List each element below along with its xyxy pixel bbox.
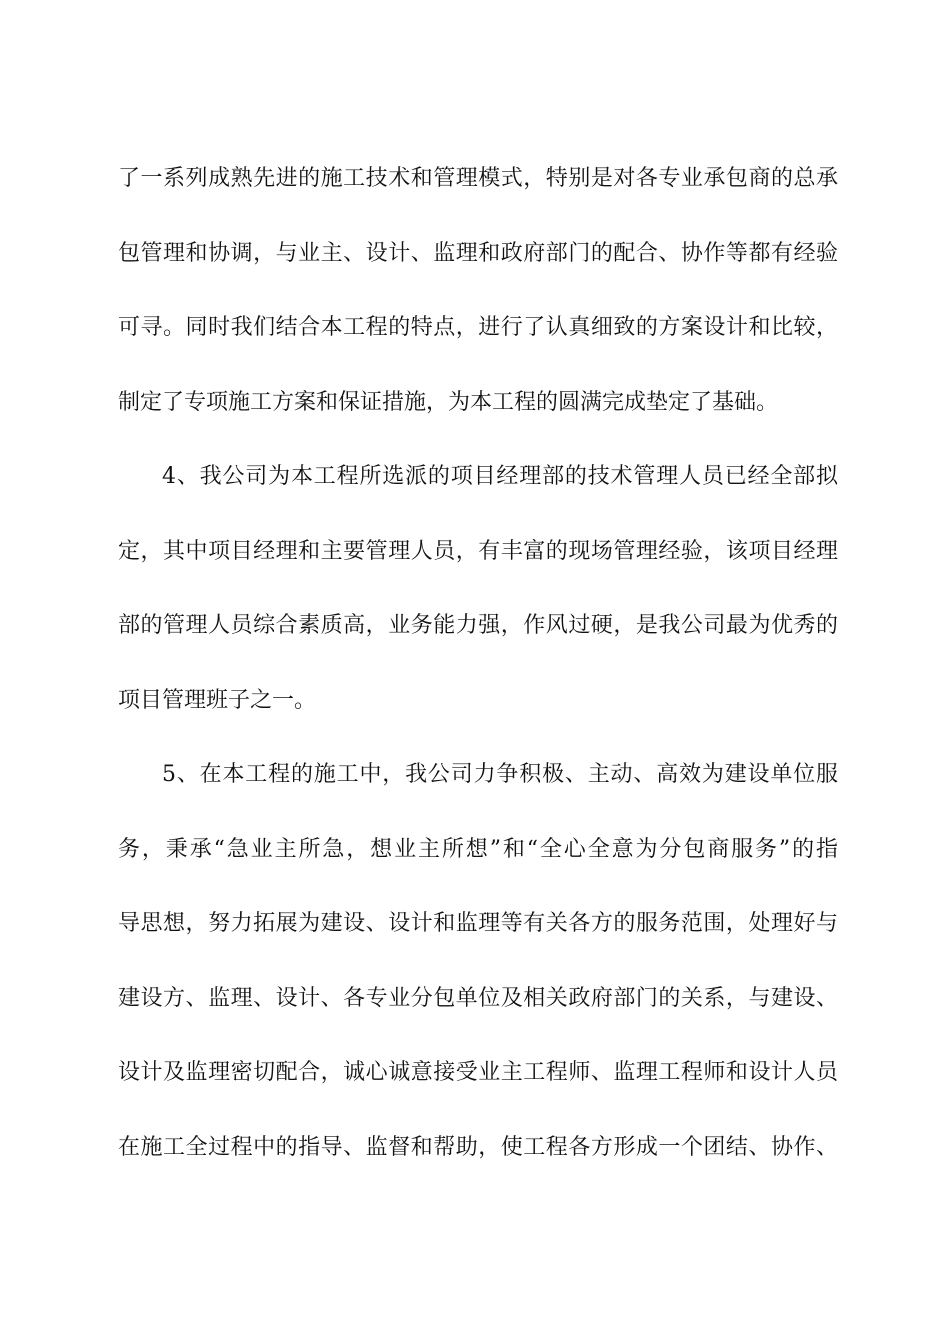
text-line: 制定了专项施工方案和保证措施，为本工程的圆满完成垫定了基础。 [118,389,779,415]
text-line: 4、我公司为本工程所选派的项目经理部的技术管理人员已经全部拟 [162,464,838,489]
text-line: 项目管理班子之一。 [118,687,317,713]
text-line: 5、在本工程的施工中，我公司力争积极、主动、高效为建设单位服 [162,762,838,787]
text-line: 导思想，努力拓展为建设、设计和监理等有关各方的服务范围，处理好与 [118,911,838,936]
text-line: 了一系列成熟先进的施工技术和管理模式，特别是对各专业承包商的总承 [118,166,838,191]
text-line: 可寻。同时我们结合本工程的特点，进行了认真细致的方案设计和比较， [118,315,838,340]
text-line: 定，其中项目经理和主要管理人员，有丰富的现场管理经验，该项目经理 [118,538,838,564]
body-text [118,142,838,1185]
text-line: 设计及监理密切配合，诚心诚意接受业主工程师、监理工程师和设计人员 [118,1060,838,1085]
text-line: 务，秉承“急业主所急，想业主所想”和“全心全意为分包商服务”的指 [118,836,838,862]
text-line: 在施工全过程中的指导、监督和帮助，使工程各方形成一个团结、协作、 [118,1134,838,1160]
text-line: 部的管理人员综合素质高，业务能力强，作风过硬，是我公司最为优秀的 [118,613,838,638]
text-line: 建设方、监理、设计、各专业分包单位及相关政府部门的关系，与建设、 [118,985,838,1011]
text-line: 包管理和协调，与业主、设计、监理和政府部门的配合、协作等都有经验 [118,240,838,266]
